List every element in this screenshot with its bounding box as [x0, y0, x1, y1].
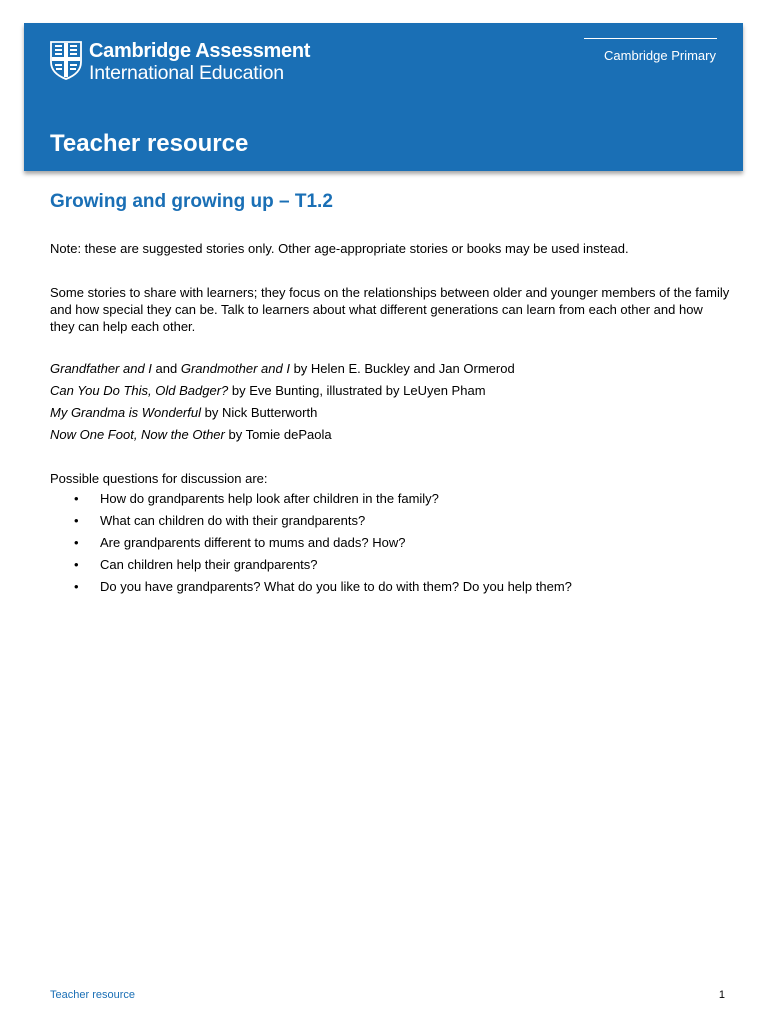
bullet-icon: • [74, 579, 79, 594]
bullet-icon: • [74, 491, 79, 506]
question-text: Can children help their grandparents? [100, 557, 318, 572]
story-title: Now One Foot, Now the Other [50, 427, 225, 442]
note-paragraph: Note: these are suggested stories only. Other age-appropriate stories or books may be used instead. [50, 241, 629, 256]
bullet-icon: • [74, 513, 79, 528]
header-banner [24, 23, 743, 171]
story-title: Grandmother and I [180, 361, 290, 376]
header-divider [584, 38, 717, 39]
story-credit: by Nick Butterworth [201, 405, 318, 420]
logo-line-2: International Education [89, 62, 284, 84]
story-item [50, 360, 515, 382]
story-item [50, 382, 515, 404]
document-title: Growing and growing up – T1.2 [50, 191, 333, 212]
page-number: 1 [718, 989, 725, 1001]
story-joiner: and [151, 361, 181, 376]
story-item [50, 426, 515, 448]
story-item [50, 404, 515, 426]
question-text: What can children do with their grandparents? [100, 513, 366, 528]
cambridge-crest-icon [49, 40, 83, 80]
brand-label: Cambridge Primary [604, 48, 716, 63]
story-credit: by Helen E. Buckley and Jan Ormerod [289, 361, 515, 376]
question-text: Are grandparents different to mums and dads? How? [100, 535, 406, 550]
bullet-icon: • [74, 535, 79, 550]
question-text: Do you have grandparents? What do you like to do with them? Do you help them? [100, 579, 572, 594]
footer-label: Teacher resource [50, 989, 135, 1001]
story-credit: by Eve Bunting, illustrated by LeUyen Pham [228, 383, 486, 398]
story-title: My Grandma is Wonderful [50, 405, 201, 420]
logo-wordmark [89, 40, 310, 84]
story-credit: by Tomie dePaola [224, 427, 332, 442]
questions-intro: Possible questions for discussion are: [50, 471, 268, 486]
cambridge-logo [49, 40, 310, 84]
bullet-icon: • [74, 557, 79, 572]
intro-paragraph: Some stories to share with learners; they focus on the relationships between older and younger members of the family and how special they can be. Talk to learners about what different generations can learn from each other and how they can help each other. [50, 285, 730, 334]
question-text: How do grandparents help look after children in the family? [100, 491, 439, 506]
story-title: Can You Do This, Old Badger? [50, 383, 229, 398]
header-title: Teacher resource [50, 130, 249, 157]
story-title: Grandfather and I [50, 361, 152, 376]
logo-line-1: Cambridge Assessment [89, 40, 311, 62]
story-list [50, 360, 515, 448]
